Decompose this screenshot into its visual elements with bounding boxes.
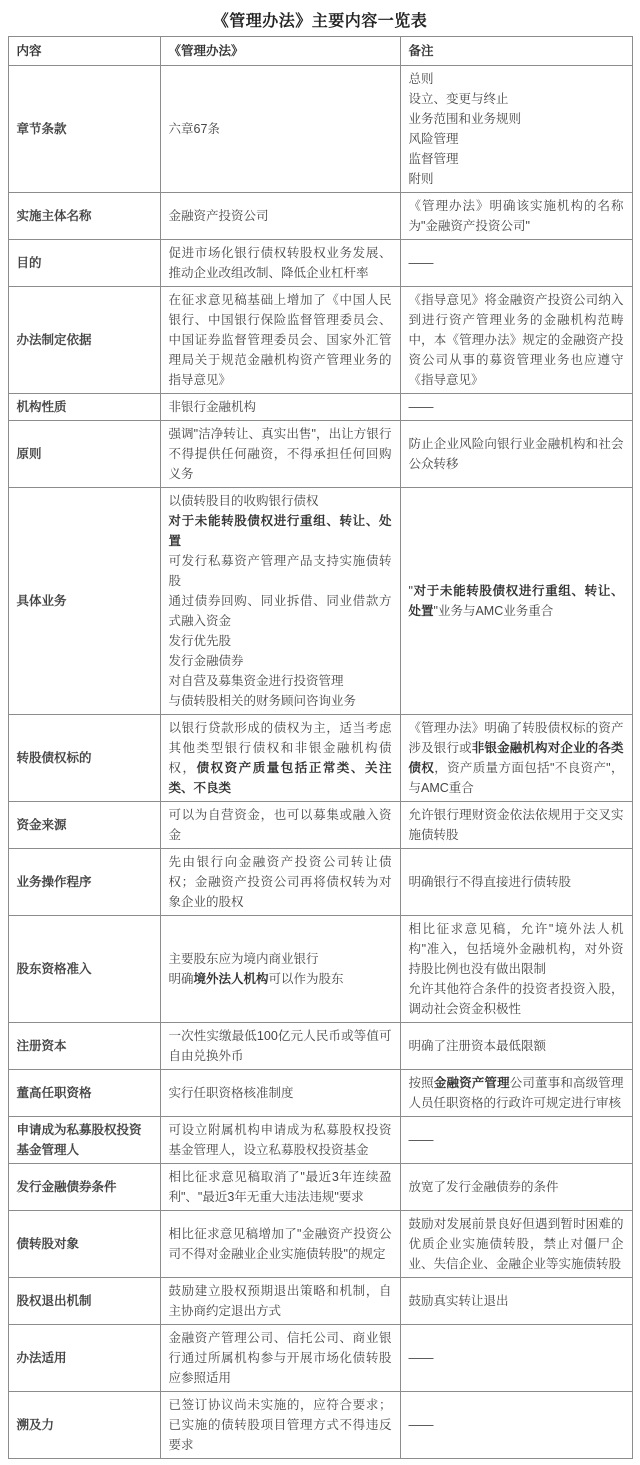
row-label: 资金来源 xyxy=(8,802,160,849)
remark-cell xyxy=(400,193,632,240)
row-label: 实施主体名称 xyxy=(8,193,160,240)
text: 对自营及募集资金进行投资管理 xyxy=(168,674,344,688)
measures-cell xyxy=(160,1211,400,1278)
row-label: 业务操作程序 xyxy=(8,849,160,916)
cell-line xyxy=(409,1130,624,1150)
text: 主要股东应为境内商业银行 xyxy=(168,952,319,966)
cell-line xyxy=(169,671,392,691)
table-body xyxy=(8,66,632,1459)
table-row xyxy=(8,193,632,240)
text: 促进市场化银行债权转股权业务发展、推动企业改组改制、降低企业杠杆率 xyxy=(168,246,392,280)
cell-line xyxy=(409,979,624,1019)
text: 在征求意见稿基础上增加了《中国人民银行、中国银行保险监督管理委员会、中国证券监督管理委员会、国家外汇管理局关于规范金融机构资产管理业务的指导意见》 xyxy=(168,293,392,387)
cell-line xyxy=(169,1026,392,1066)
measures-cell xyxy=(160,916,400,1023)
row-label: 原则 xyxy=(8,421,160,488)
cell-line xyxy=(169,651,392,671)
row-label: 溯及力 xyxy=(8,1392,160,1459)
text: ，资产质量方面包括"不良资产"，与AMC重合 xyxy=(408,761,624,795)
text: 发行优先股 xyxy=(168,634,232,648)
cell-line xyxy=(169,243,392,283)
remark-cell xyxy=(400,488,632,715)
cell-line xyxy=(169,691,392,711)
text: —— xyxy=(408,400,434,414)
measures-cell xyxy=(160,1070,400,1117)
cell-line xyxy=(409,196,624,236)
cell-line xyxy=(169,631,392,651)
text: 可以为自营资金，也可以募集或融入资金 xyxy=(168,808,392,842)
remark-cell xyxy=(400,287,632,394)
text: " xyxy=(408,584,413,598)
table-row xyxy=(8,1325,632,1392)
cell-line xyxy=(409,397,624,417)
cell-line xyxy=(409,1415,624,1435)
bold-text: 债权资产质量包括正常类、关注类、不良类 xyxy=(168,761,392,795)
table-row xyxy=(8,240,632,287)
remark-cell xyxy=(400,1117,632,1164)
text: —— xyxy=(408,1418,434,1432)
text: 公司董事和高级管理人员任职资格的行政许可规定进行审核 xyxy=(408,1076,624,1110)
row-label: 股东资格准入 xyxy=(8,916,160,1023)
cell-line xyxy=(409,581,624,621)
cell-line xyxy=(409,434,624,474)
row-label: 具体业务 xyxy=(8,488,160,715)
table-row xyxy=(8,287,632,394)
text: 明确银行不得直接进行债转股 xyxy=(408,875,572,889)
measures-cell xyxy=(160,421,400,488)
table-row xyxy=(8,421,632,488)
table-row xyxy=(8,394,632,421)
text: 可以作为股东 xyxy=(268,972,344,986)
row-label: 董高任职资格 xyxy=(8,1070,160,1117)
remark-cell xyxy=(400,66,632,193)
cell-line xyxy=(409,129,624,149)
table-row xyxy=(8,1278,632,1325)
measures-cell xyxy=(160,394,400,421)
remark-cell xyxy=(400,1023,632,1070)
measures-cell xyxy=(160,1325,400,1392)
cell-line xyxy=(169,491,392,511)
text: 一次性实缴最低100亿元人民币或等值可自由兑换外币 xyxy=(168,1029,392,1063)
header-remark-col: 备注 xyxy=(400,37,632,66)
text: 非银行金融机构 xyxy=(168,400,257,414)
cell-line xyxy=(409,1214,624,1274)
text: 金融资产投资公司 xyxy=(168,209,269,223)
measures-cell xyxy=(160,1023,400,1070)
remark-cell xyxy=(400,916,632,1023)
table-row xyxy=(8,1117,632,1164)
cell-line xyxy=(169,551,392,591)
row-label: 目的 xyxy=(8,240,160,287)
row-label: 注册资本 xyxy=(8,1023,160,1070)
cell-line xyxy=(169,852,392,912)
remark-cell xyxy=(400,1392,632,1459)
text: 鼓励真实转让退出 xyxy=(408,1294,509,1308)
text: 鼓励对发展前景良好但遇到暂时困难的优质企业实施债转股，禁止对僵尸企业、失信企业、金融企业等实施债转股 xyxy=(408,1217,624,1271)
cell-line xyxy=(169,805,392,845)
cell-line xyxy=(409,89,624,109)
cell-line xyxy=(169,1328,392,1388)
text: 通过债券回购、同业拆借、同业借款方式融入资金 xyxy=(168,594,392,628)
text: —— xyxy=(408,1133,434,1147)
remark-cell xyxy=(400,1278,632,1325)
measures-cell xyxy=(160,1164,400,1211)
cell-line xyxy=(169,591,392,631)
text: 六章67条 xyxy=(168,122,220,136)
bold-text: 境外法人机构 xyxy=(193,972,269,986)
cell-line xyxy=(409,290,624,390)
table-row xyxy=(8,1023,632,1070)
row-label: 机构性质 xyxy=(8,394,160,421)
table-row xyxy=(8,802,632,849)
text: —— xyxy=(408,256,434,270)
text: 相比征求意见稿取消了"最近3年连续盈利"、"最近3年无重大违法违规"要求 xyxy=(168,1170,392,1204)
text: 以银行贷款形成的债权为主，适当考虑其他类型银行债权和非银金融机构债权， xyxy=(168,721,392,775)
bold-text: 非银金融机构对企业的各类债权 xyxy=(408,741,624,775)
measures-cell xyxy=(160,1278,400,1325)
cell-line xyxy=(409,1348,624,1368)
table-row xyxy=(8,715,632,802)
cell-line xyxy=(169,1167,392,1207)
table-row xyxy=(8,1070,632,1117)
text: 《管理办法》明确了转股债权标的资产涉及银行或 xyxy=(408,721,624,755)
row-label: 股权退出机制 xyxy=(8,1278,160,1325)
remark-cell xyxy=(400,849,632,916)
bold-text: 金融资产管理 xyxy=(433,1076,510,1090)
text: 业务范围和业务规则 xyxy=(408,112,522,126)
text: "业务与AMC业务重合 xyxy=(433,604,554,618)
measures-cell xyxy=(160,1392,400,1459)
cell-line xyxy=(409,1177,624,1197)
text: 可发行私募资产管理产品支持实施债转股 xyxy=(168,554,392,588)
row-label: 申请成为私募股权投资基金管理人 xyxy=(8,1117,160,1164)
text: 风险管理 xyxy=(408,132,459,146)
cell-line xyxy=(169,718,392,798)
cell-line xyxy=(409,109,624,129)
text: 与债转股相关的财务顾问咨询业务 xyxy=(168,694,357,708)
measures-cell xyxy=(160,715,400,802)
text: 相比征求意见稿，允许"境外法人机构"准入，包括境外金融机构，对外资持股比例也没有做出限制 xyxy=(408,922,624,976)
table-row xyxy=(8,488,632,715)
remark-cell xyxy=(400,1211,632,1278)
table-row xyxy=(8,1211,632,1278)
header-measures-col: 《管理办法》 xyxy=(160,37,400,66)
cell-line xyxy=(409,919,624,979)
cell-line xyxy=(409,169,624,189)
text: 相比征求意见稿增加了"金融资产投资公司不得对金融业企业实施债转股"的规定 xyxy=(168,1227,392,1261)
text: 监督管理 xyxy=(408,152,459,166)
text: 实行任职资格核准制度 xyxy=(168,1086,294,1100)
header-row xyxy=(8,37,632,66)
text: 《指导意见》将金融资产投资公司纳入到进行资产管理业务的金融机构范畴中，本《管理办法》规定的金融资产投资公司从事的募资管理业务也应遵守《指导意见》 xyxy=(408,293,624,387)
table-row xyxy=(8,66,632,193)
measures-cell xyxy=(160,240,400,287)
measures-cell xyxy=(160,193,400,240)
row-label: 发行金融债券条件 xyxy=(8,1164,160,1211)
text: 附则 xyxy=(408,172,434,186)
remark-cell xyxy=(400,715,632,802)
remark-cell xyxy=(400,1325,632,1392)
cell-line xyxy=(409,1036,624,1056)
cell-line xyxy=(409,253,624,273)
text: 允许其他符合条件的投资者投资入股，调动社会资金积极性 xyxy=(408,982,624,1016)
cell-line xyxy=(169,1120,392,1160)
text: 《管理办法》明确该实施机构的名称为"金融资产投资公司" xyxy=(408,199,624,233)
cell-line xyxy=(169,397,392,417)
cell-line xyxy=(409,718,624,798)
text: 鼓励建立股权预期退出策略和机制，自主协商约定退出方式 xyxy=(168,1284,392,1318)
text: 金融资产管理公司、信托公司、商业银行通过所属机构参与开展市场化债转股应参照适用 xyxy=(168,1331,392,1385)
text: 先由银行向金融资产投资公司转让债权；金融资产投资公司再将债权转为对象企业的股权 xyxy=(168,855,392,909)
remark-cell xyxy=(400,240,632,287)
cell-line xyxy=(169,511,392,551)
text: 按照 xyxy=(408,1076,434,1090)
remark-cell xyxy=(400,421,632,488)
table-row xyxy=(8,916,632,1023)
text: 以债转股目的收购银行债权 xyxy=(168,494,319,508)
remark-cell xyxy=(400,802,632,849)
cell-line xyxy=(169,424,392,484)
cell-line xyxy=(409,872,624,892)
row-label: 章节条款 xyxy=(8,66,160,193)
text: 放宽了发行金融债券的条件 xyxy=(408,1180,559,1194)
bold-text: 对于未能转股债权进行重组、转让、处置 xyxy=(168,514,392,548)
text: 已签订协议尚未实施的，应符合要求；已实施的债转股项目管理方式不得违反要求 xyxy=(168,1398,392,1452)
text: 设立、变更与终止 xyxy=(408,92,509,106)
measures-cell xyxy=(160,1117,400,1164)
content-table xyxy=(8,36,633,1459)
cell-line xyxy=(409,805,624,845)
cell-line xyxy=(409,1291,624,1311)
cell-line xyxy=(169,290,392,390)
remark-cell xyxy=(400,1164,632,1211)
row-label: 债转股对象 xyxy=(8,1211,160,1278)
text: 可设立附属机构申请成为私募股权投资基金管理人，设立私募股权投资基金 xyxy=(168,1123,392,1157)
measures-cell xyxy=(160,849,400,916)
cell-line xyxy=(169,1281,392,1321)
text: —— xyxy=(408,1351,434,1365)
cell-line xyxy=(409,1073,624,1113)
table-row xyxy=(8,849,632,916)
table-header xyxy=(8,37,632,66)
table-row xyxy=(8,1392,632,1459)
remark-cell xyxy=(400,1070,632,1117)
table-row xyxy=(8,1164,632,1211)
text: 明确了注册资本最低限额 xyxy=(408,1039,547,1053)
row-label: 办法制定依据 xyxy=(8,287,160,394)
cell-line xyxy=(169,1224,392,1264)
cell-line xyxy=(409,69,624,89)
row-label: 转股债权标的 xyxy=(8,715,160,802)
row-label: 办法适用 xyxy=(8,1325,160,1392)
cell-line xyxy=(169,206,392,226)
cell-line xyxy=(169,1083,392,1103)
measures-cell xyxy=(160,287,400,394)
page-title: 《管理办法》主要内容一览表 xyxy=(212,13,428,30)
text: 总则 xyxy=(408,72,434,86)
cell-line xyxy=(409,149,624,169)
measures-cell xyxy=(160,66,400,193)
text: 防止企业风险向银行业金融机构和社会公众转移 xyxy=(408,437,624,471)
header-content-col: 内容 xyxy=(8,37,160,66)
text: 允许银行理财资金依法依规用于交叉实施债转股 xyxy=(408,808,624,842)
text: 强调"洁净转让、真实出售"，出让方银行不得提供任何融资，不得承担任何回购义务 xyxy=(168,427,392,481)
cell-line xyxy=(169,119,392,139)
bold-text: 对于未能转股债权进行重组、转让、处置 xyxy=(408,584,624,618)
text: 明确 xyxy=(168,972,194,986)
cell-line xyxy=(169,969,392,989)
measures-cell xyxy=(160,488,400,715)
remark-cell xyxy=(400,394,632,421)
text: 发行金融债券 xyxy=(168,654,244,668)
cell-line xyxy=(169,1395,392,1455)
cell-line xyxy=(169,949,392,969)
measures-cell xyxy=(160,802,400,849)
